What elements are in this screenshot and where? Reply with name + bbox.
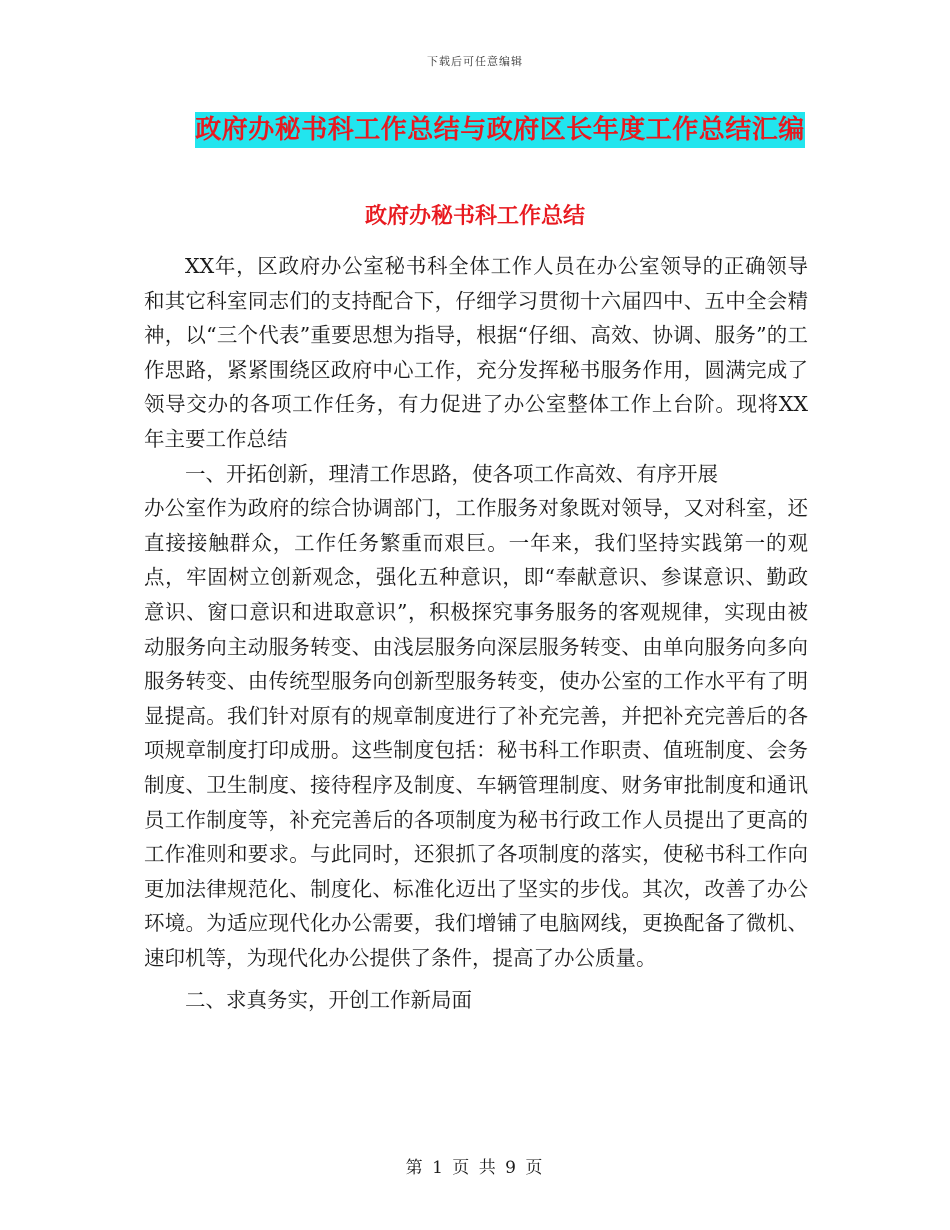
main-title: 政府办秘书科工作总结与政府区长年度工作总结汇编 (195, 112, 805, 148)
section-heading-1: 一、开拓创新，理清工作思路，使各项工作高效、有序开展 (185, 461, 718, 486)
paragraph-intro: XX年，区政府办公室秘书科全体工作人员在办公室领导的正确领导和其它科室同志们的支持配合下，仔细学习贯彻十六届四中、五中全会精神，以“三个代表”重要思想为指导，根据“仔细、高效、协调、服务”的工作思路，紧紧围绕区政府中心工作，充分发挥秘书服务作用，圆满完成了领导交办的各项工作任务，有力促进了办公室整体工作上台阶。现将XX年主要工作总结 (144, 254, 808, 451)
paragraph-section-1: 办公室作为政府的综合协调部门，工作服务对象既对领导，又对科室，还直接接触群众，工作任务繁重而艰巨。一年来，我们坚持实践第一的观点，牢固树立创新观念，强化五种意识，即“奉献意识、参谋意识、勤政意识、窗口意识和进取意识”，积极探究事务服务的客观规律，实现由被动服务向主动服务转变、由浅层服务向深层服务转变、由单向服务向多向服务转变、由传统型服务向创新型服务转变，使办公室的工作水平有了明显提高。我们针对原有的规章制度进行了补充完善，并把补充完善后的各项规章制度打印成册。这些制度包括：秘书科工作职责、值班制度、会务制度、卫生制度、接待程序及制度、车辆管理制度、财务审批制度和通讯员工作制度等，补充完善后的各项制度为秘书行政工作人员提出了更高的工作准则和要求。与此同时，还狠抓了各项制度的落实，使秘书科工作向更加法律规范化、制度化、标准化迈出了坚实的步伐。其次，改善了办公环境。为适应现代化办公需要，我们增铺了电脑网线，更换配备了微机、速印机等，为现代化办公提供了条件，提高了办公质量。 (144, 496, 808, 970)
page-footer: 第 1 页 共 9 页 (405, 1158, 545, 1178)
header-note: 下载后可任意编辑 (427, 55, 523, 68)
document-body (144, 249, 808, 1018)
section-title: 政府办秘书科工作总结 (364, 203, 585, 229)
section-heading-2: 二、求真务实，开创工作新局面 (185, 988, 472, 1013)
main-title-wrap (0, 112, 950, 148)
